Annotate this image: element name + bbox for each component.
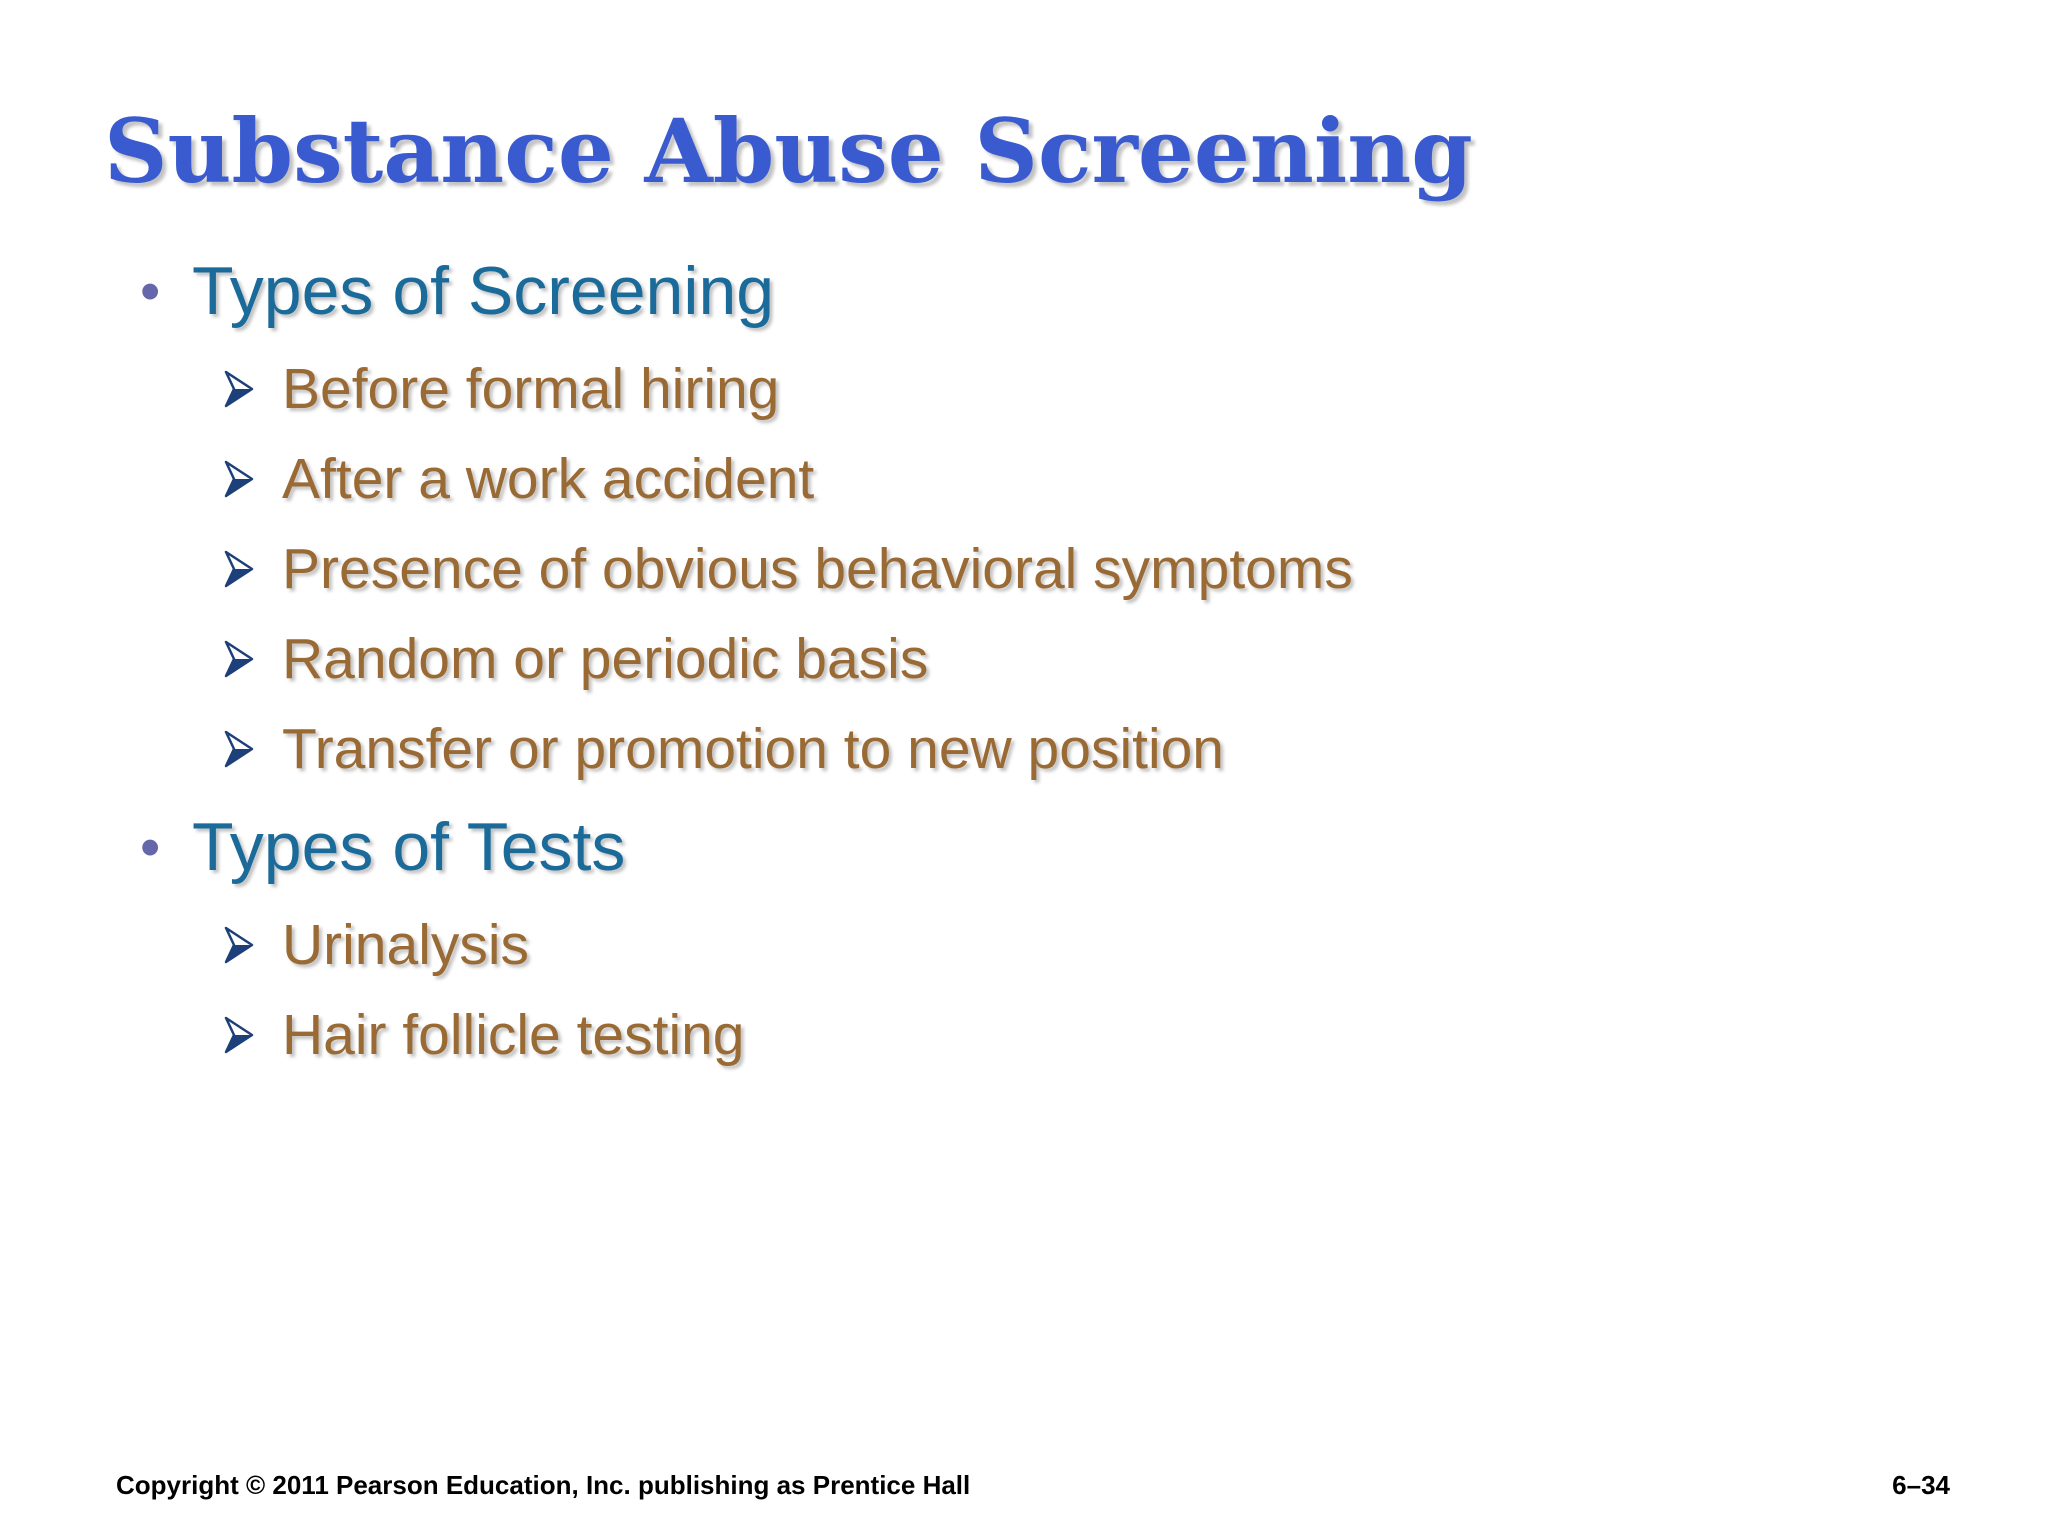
bullet-icon: • [140,814,161,880]
list-item [220,716,1224,782]
arrow-bullet-icon [220,364,282,414]
bullet-icon: • [140,258,161,324]
section-heading: Types of Screening [192,253,775,329]
slide-title: Substance Abuse Screening [104,99,1473,203]
list-item-text: Random or periodic basis [282,627,929,691]
list-item [220,912,529,978]
page-number: 6–34 [1892,1470,1950,1500]
arrow-bullet-icon [220,1010,282,1060]
arrow-bullet-icon [220,634,282,684]
list-item [220,626,928,692]
list-item [220,356,779,422]
list-item-text: Transfer or promotion to new position [282,717,1225,781]
section-heading: Types of Tests [192,809,626,885]
section-heading-types-of-screening [140,252,774,330]
list-item-text: Urinalysis [282,913,530,977]
list-item-text: Presence of obvious behavioral symptoms [282,537,1353,601]
list-item-text: After a work accident [282,447,815,511]
list-item [220,536,1353,602]
copyright-footer: Copyright © 2011 Pearson Education, Inc. publishing as Prentice Hall [116,1470,971,1500]
list-item [220,1002,745,1068]
arrow-bullet-icon [220,920,282,970]
section-heading-types-of-tests [140,808,625,886]
list-item-text: Hair follicle testing [282,1003,745,1067]
arrow-bullet-icon [220,724,282,774]
arrow-bullet-icon [220,454,282,504]
list-item-text: Before formal hiring [282,357,780,421]
list-item [220,446,814,512]
arrow-bullet-icon [220,544,282,594]
